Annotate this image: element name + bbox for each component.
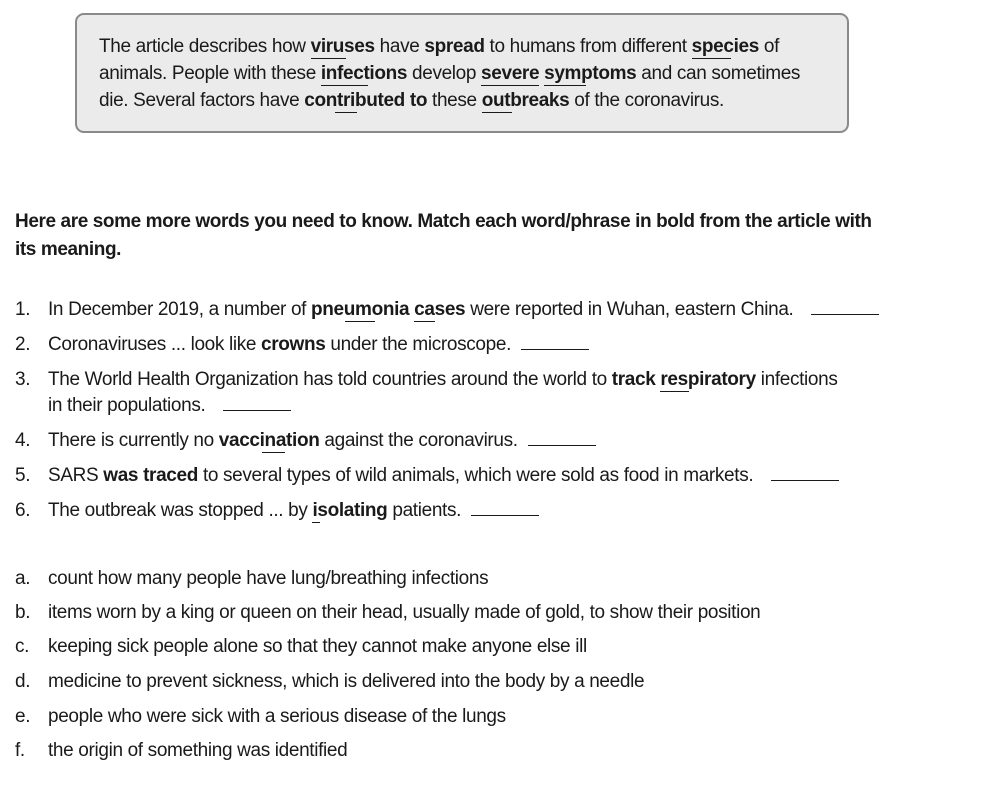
answer-blank-4[interactable]: [528, 427, 596, 446]
word-species: species: [692, 33, 759, 60]
instructions: Here are some more words you need to know. Match each word/phrase in bold from the article with its meaning.: [15, 211, 872, 260]
word-viruses: viruses: [311, 33, 375, 60]
word-vaccination: vaccination: [219, 427, 320, 454]
word-outbreaks: outbreaks: [482, 87, 570, 114]
word-respiratory: respiratory: [660, 366, 755, 393]
answer-blank-5[interactable]: [771, 462, 839, 481]
answer-blank-2[interactable]: [521, 331, 589, 350]
word-isolating: isolating: [312, 497, 387, 524]
word-cases: cases: [414, 296, 465, 323]
word-pneumonia: pneumonia: [311, 296, 409, 323]
article-summary-box: [75, 13, 849, 133]
word-severe: severe: [481, 60, 539, 87]
word-crowns: crowns: [261, 334, 326, 355]
word-was-traced: was traced: [103, 465, 199, 486]
answer-blank-3[interactable]: [223, 392, 291, 411]
answer-blank-1[interactable]: [811, 296, 879, 315]
word-infections: infections: [321, 60, 407, 87]
word-symptoms: symptoms: [544, 60, 636, 87]
word-spread: spread: [424, 36, 485, 57]
word-track: track: [611, 369, 656, 390]
answer-blank-6[interactable]: [471, 497, 539, 516]
word-contributed-to: contributed to: [304, 87, 427, 114]
summary-line-2: animals. People with these infections develop severe symptoms and can sometimes: [99, 60, 825, 87]
summary-line-1: The article describes how viruses have spread to humans from different species of: [99, 33, 825, 60]
summary-line-3: die. Several factors have contributed to these outbreaks of the coronavirus.: [99, 87, 825, 114]
